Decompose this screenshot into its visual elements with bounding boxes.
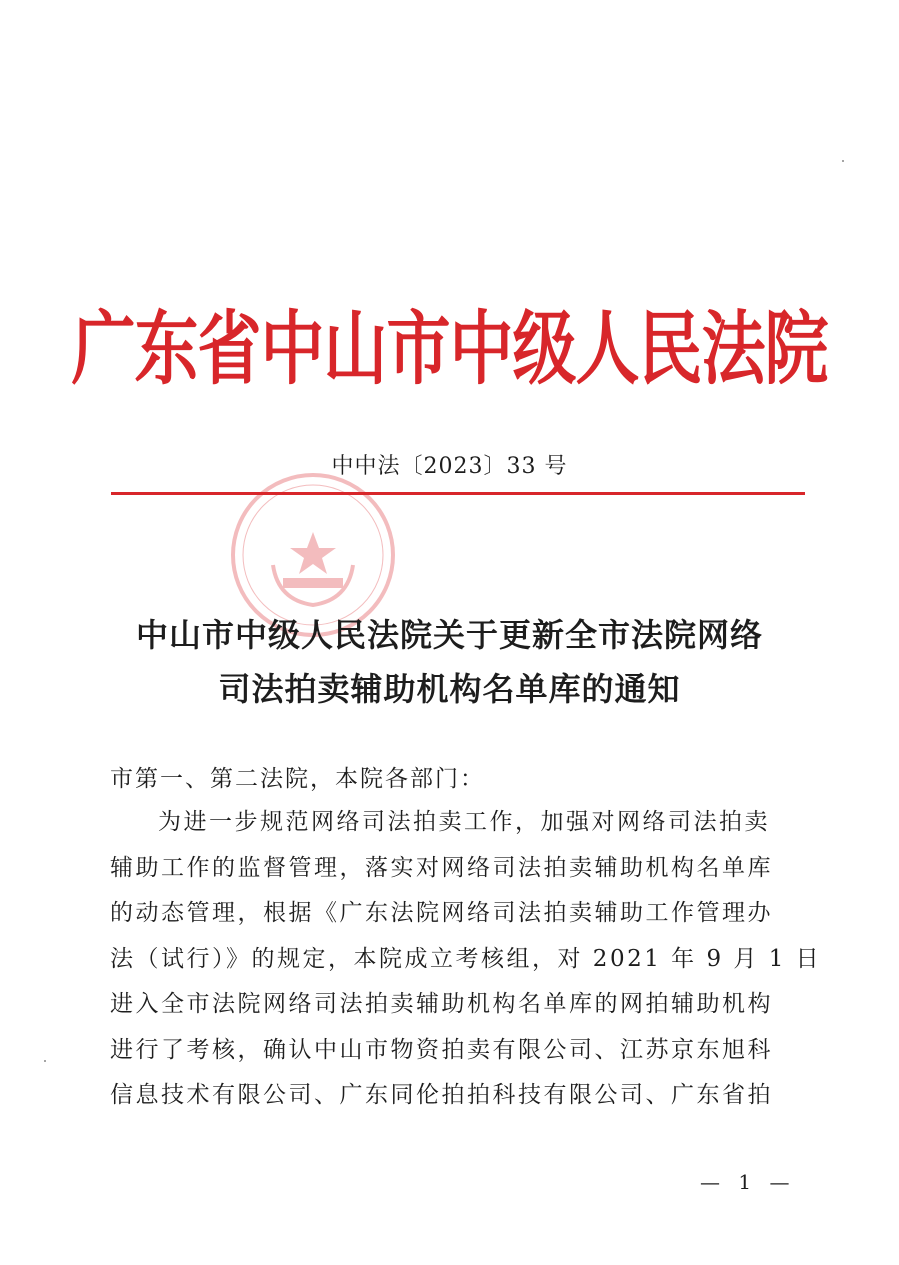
- scan-speck: [44, 1060, 46, 1062]
- body-line: 法（试行）》的规定，本院成立考核组，对 2021 年 9 月 1 日: [110, 945, 822, 972]
- page-number: — 1 —: [700, 1170, 796, 1194]
- body-line: 信息技术有限公司、广东同伦拍拍科技有限公司、广东省拍: [110, 1082, 773, 1108]
- body-paragraph: [110, 800, 822, 1119]
- issuing-organization-header: 广东省中山市中级人民法院: [71, 303, 828, 397]
- body-line: 为进一步规范网络司法拍卖工作，加强对网络司法拍卖: [158, 809, 770, 835]
- document-title-line-1: 中山市中级人民法院关于更新全市法院网络: [135, 616, 763, 654]
- body-line: 的动态管理，根据《广东法院网络司法拍卖辅助工作管理办: [110, 900, 773, 926]
- red-divider-line: [111, 492, 805, 495]
- document-number: 中中法〔2023〕33 号: [331, 454, 568, 479]
- document-title-line-2: 司法拍卖辅助机构名单库的通知: [218, 670, 681, 708]
- salutation: 市第一、第二法院，本院各部门：: [110, 766, 485, 792]
- scan-speck: [842, 160, 844, 162]
- document-title: [0, 608, 899, 716]
- body-line: 辅助工作的监督管理，落实对网络司法拍卖辅助机构名单库: [110, 854, 773, 881]
- body-line: 进入全市法院网络司法拍卖辅助机构名单库的网拍辅助机构: [110, 991, 773, 1017]
- body-line: 进行了考核，确认中山市物资拍卖有限公司、江苏京东旭科: [110, 1036, 773, 1063]
